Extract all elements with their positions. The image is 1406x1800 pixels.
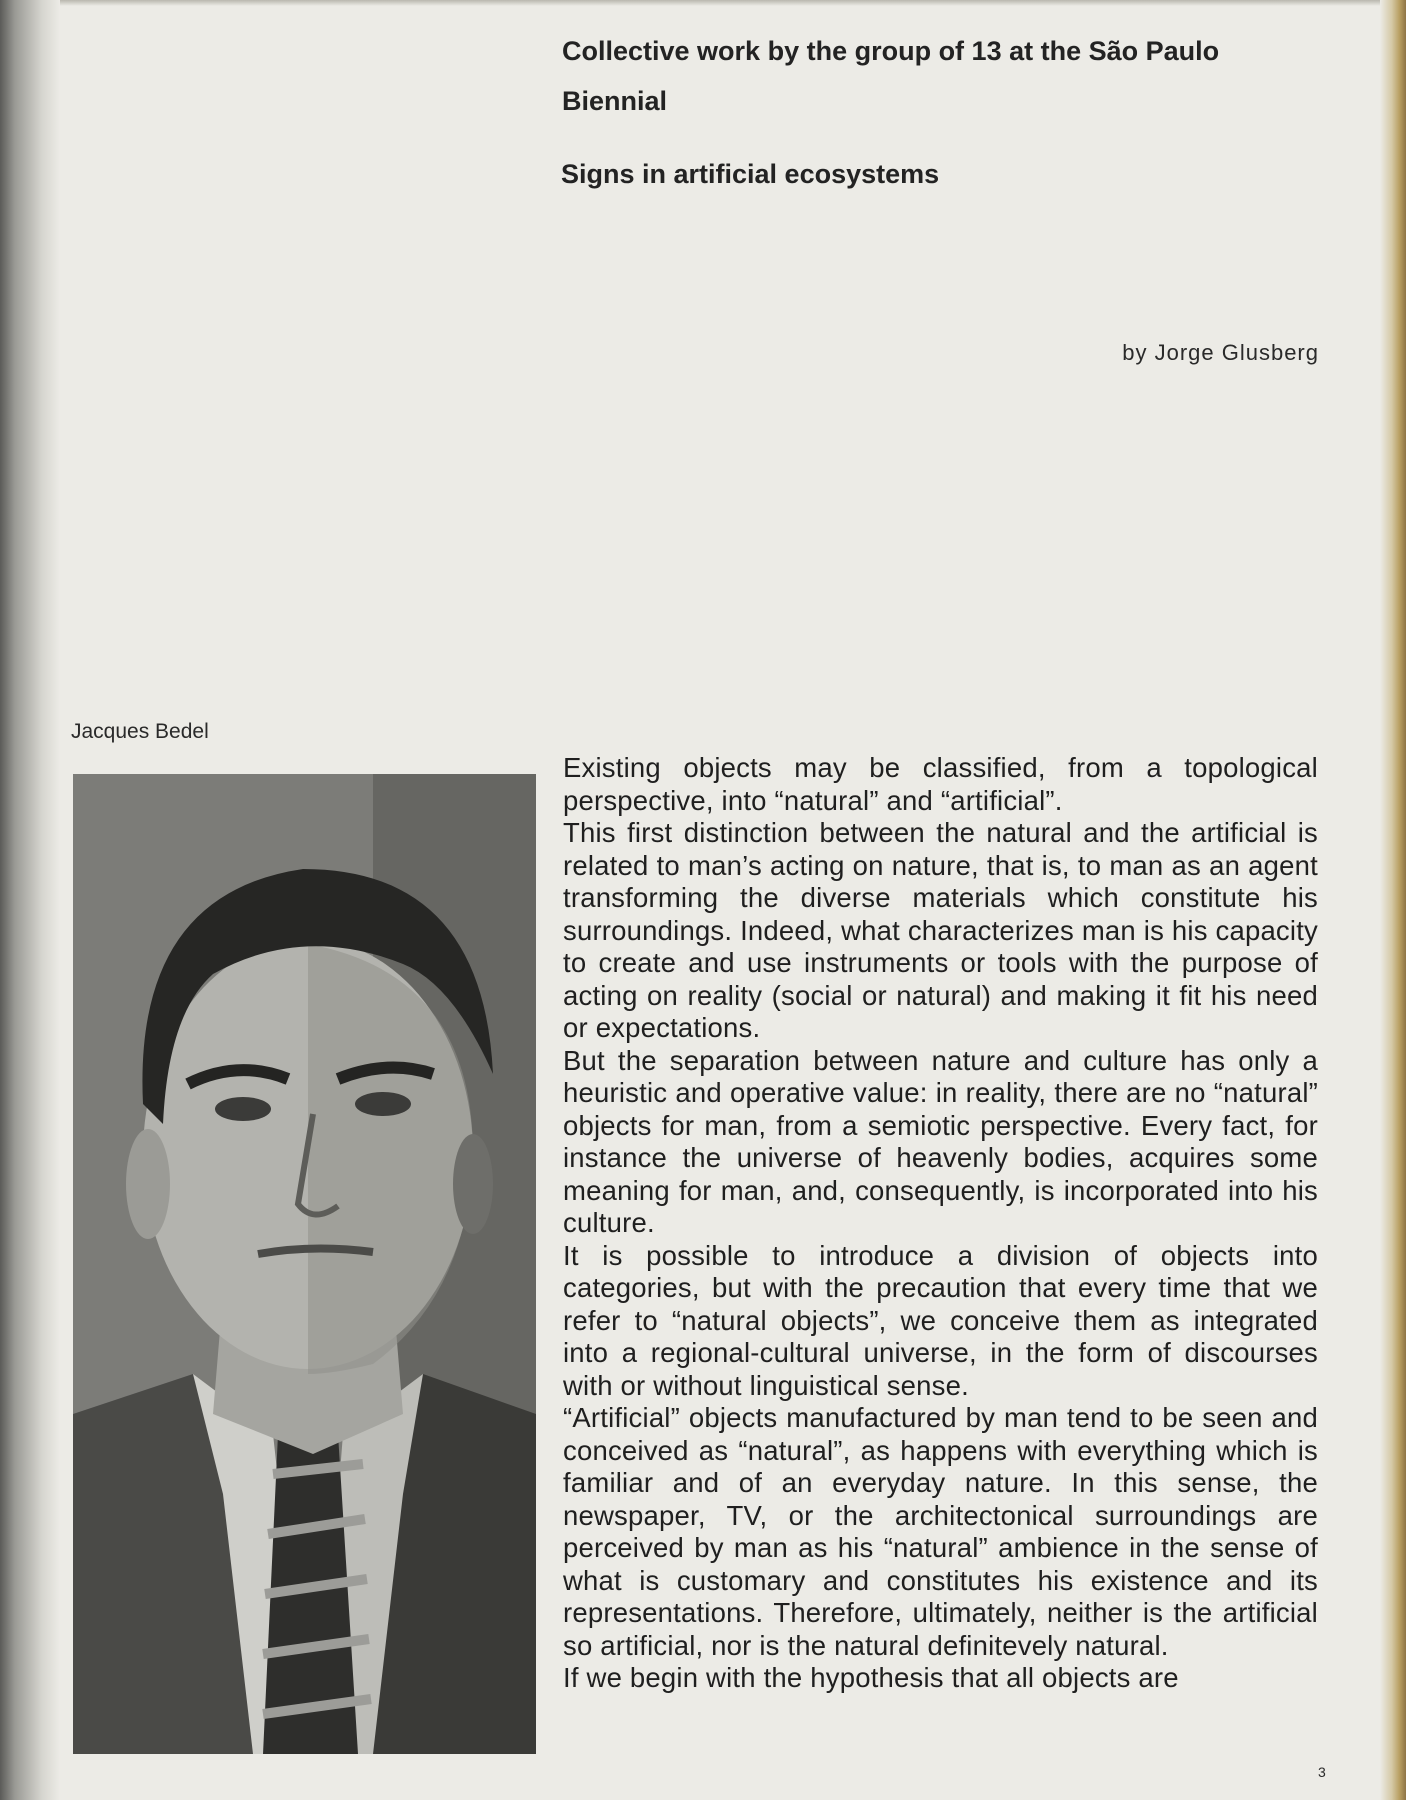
body-paragraph: “Artificial” objects manufactured by man tend to be seen and conceived as “natural”, as happens with everything which is familiar and of an everyday nature. In this sense, the newspaper, TV, or the architectonical surroundings are perceived by man as his “natural” ambience in the sense of what is customary and constitutes his existence and its representations. Therefore, ultimately, neither is the artificial so artificial, nor is the natural definitevely natural. <box>563 1402 1318 1661</box>
body-paragraph: If we begin with the hypothesis that all objects are <box>563 1662 1179 1693</box>
page-top-edge <box>0 0 1406 6</box>
body-paragraph: Existing objects may be classified, from a topological perspective, into “natural” and “artificial”. <box>563 752 1318 816</box>
page-right-edge <box>1380 0 1406 1800</box>
article-body <box>563 752 1318 1695</box>
portrait-photo <box>73 774 536 1754</box>
portrait-illustration <box>73 774 536 1754</box>
article-subtitle: Signs in artificial ecosystems <box>561 159 940 189</box>
article-title: Collective work by the group of 13 at the São Paulo Biennial <box>562 36 1220 116</box>
book-binding-shadow <box>0 0 60 1800</box>
body-paragraph: This first distinction between the natural and the artificial is related to man’s acting on nature, that is, to man as an agent transforming the diverse materials which constitute his surroundings. Indeed, what characterizes man is his capacity to create and use instruments or tools with the purpose of acting on reality (social or natural) and making it fit his need or expectations. <box>563 817 1318 1043</box>
body-paragraph: But the separation between nature and culture has only a heuristic and operative value: in reality, there are no “natural” objects for man, from a semiotic perspective. Every fact, for instance the universe of heavenly bodies, acquires some meaning for man, and, consequently, is incorporated into his culture. <box>563 1044 1318 1238</box>
page-number: 3 <box>1318 1764 1326 1780</box>
photo-caption: Jacques Bedel <box>71 720 209 743</box>
body-paragraph: It is possible to introduce a division of objects into categories, but with the precaution that every time that we refer to “natural objects”, we conceive them as integrated into a regional-cultural universe, in the form of discourses with or without linguistical sense. <box>563 1239 1318 1401</box>
article-byline: by Jorge Glusberg <box>1122 340 1319 365</box>
